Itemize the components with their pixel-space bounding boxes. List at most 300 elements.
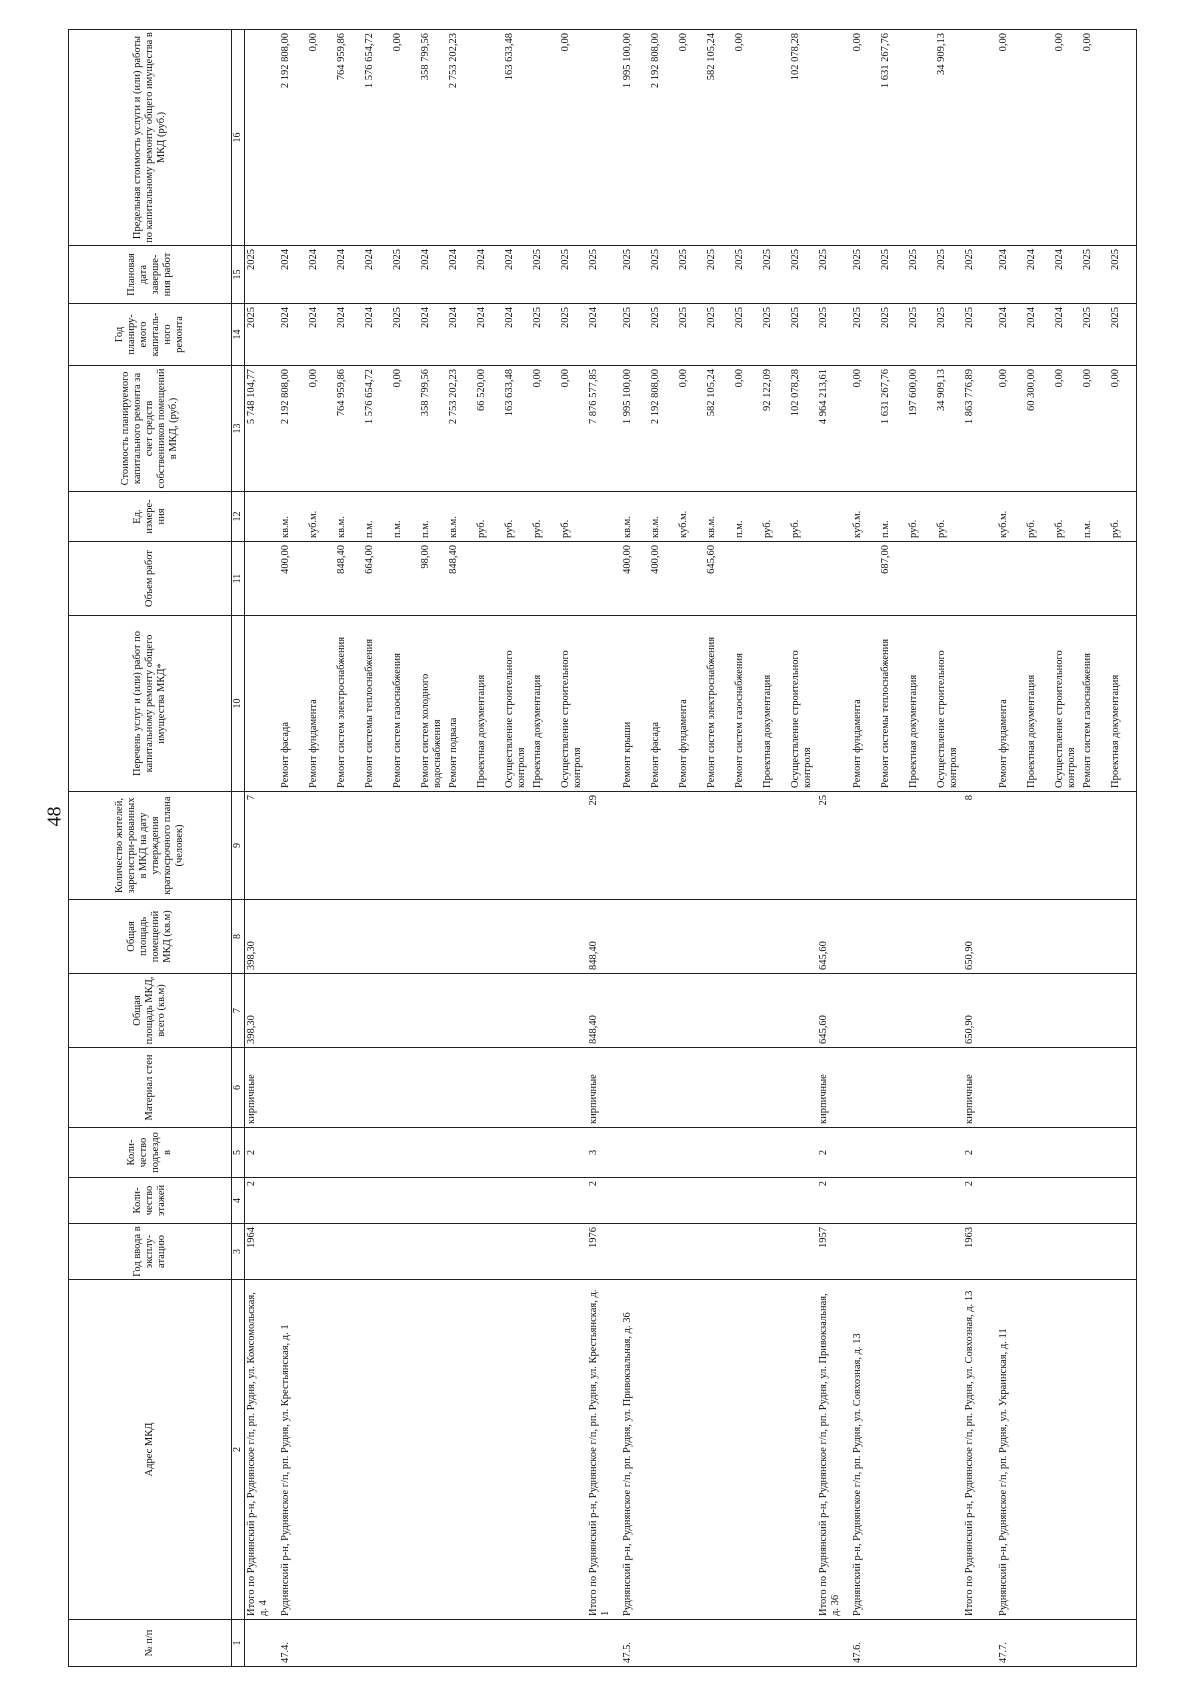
table-row [447, 30, 475, 1667]
cell-year [649, 1224, 677, 1280]
cell-year [503, 1224, 531, 1280]
cell-area-total [851, 974, 879, 1048]
cell-year: 1964 [245, 1224, 279, 1280]
cell-n [935, 1620, 963, 1667]
cell-year: 1957 [817, 1224, 851, 1280]
cell-area-total [761, 974, 789, 1048]
cell-residents [363, 792, 391, 900]
cell-area-total: 848,40 [587, 974, 621, 1048]
cell-limit: 358 799,56 [419, 30, 447, 246]
cell-work: Осуществление строительного контроля [559, 616, 587, 792]
cell-address [677, 1280, 705, 1620]
cell-area-total: 650,90 [963, 974, 997, 1048]
cell-address [531, 1280, 559, 1620]
cell-year [789, 1224, 817, 1280]
cell-n: 47.7. [997, 1620, 1025, 1667]
cell-limit: 0,00 [997, 30, 1025, 246]
cell-residents: 8 [963, 792, 997, 900]
cell-material [391, 1048, 419, 1128]
cell-plan-year: 2025 [851, 304, 879, 366]
cell-address: Руднянский р-н, Руднянское г/п, рп. Рудня, ул. Украинская, д. 11 [997, 1280, 1025, 1620]
cell-area-total [1025, 974, 1053, 1048]
cell-area-rooms [789, 900, 817, 974]
cell-area-total: 398,30 [245, 974, 279, 1048]
cell-area-rooms [621, 900, 649, 974]
cell-limit: 2 753 202,23 [447, 30, 475, 246]
cell-n [817, 1620, 851, 1667]
cell-area-rooms [879, 900, 907, 974]
cell-address [335, 1280, 363, 1620]
cell-address [761, 1280, 789, 1620]
cell-plan-year: 2025 [559, 304, 587, 366]
cell-year [851, 1224, 879, 1280]
cell-plan-year: 2025 [879, 304, 907, 366]
cell-entrances [531, 1128, 559, 1178]
cell-n [677, 1620, 705, 1667]
cell-work: Ремонт фундамента [677, 616, 705, 792]
column-number-row [232, 30, 245, 1667]
cell-n [649, 1620, 677, 1667]
cell-end-date: 2024 [1025, 246, 1053, 304]
cell-cost: 102 078,28 [789, 366, 817, 492]
cell-cost: 0,00 [1081, 366, 1109, 492]
cell-cost: 92 122,09 [761, 366, 789, 492]
cell-area-rooms [1109, 900, 1137, 974]
cell-address [475, 1280, 503, 1620]
cell-unit [587, 492, 621, 542]
cell-cost: 0,00 [559, 366, 587, 492]
table-row [879, 30, 907, 1667]
cell-area-total [649, 974, 677, 1048]
cell-area-total [907, 974, 935, 1048]
cell-area-total [1109, 974, 1137, 1048]
cell-n [419, 1620, 447, 1667]
cell-n [335, 1620, 363, 1667]
cell-limit [817, 30, 851, 246]
cell-end-date: 2024 [503, 246, 531, 304]
cell-plan-year: 2025 [1081, 304, 1109, 366]
table-row [335, 30, 363, 1667]
cell-floors [879, 1178, 907, 1224]
cell-unit: куб.м. [851, 492, 879, 542]
cell-area-rooms: 645,60 [817, 900, 851, 974]
cell-floors [419, 1178, 447, 1224]
cell-n [1081, 1620, 1109, 1667]
cell-entrances: 3 [587, 1128, 621, 1178]
cell-residents [851, 792, 879, 900]
cell-unit: руб. [531, 492, 559, 542]
cell-volume [789, 542, 817, 616]
cell-end-date: 2025 [733, 246, 761, 304]
cell-cost: 1 576 654,72 [363, 366, 391, 492]
cell-area-total [705, 974, 733, 1048]
cell-end-date: 2024 [997, 246, 1025, 304]
column-number: 3 [232, 1224, 245, 1280]
table-row [531, 30, 559, 1667]
cell-area-total [733, 974, 761, 1048]
cell-plan-year: 2024 [587, 304, 621, 366]
column-number: 6 [232, 1048, 245, 1128]
cell-work: Ремонт фундамента [307, 616, 335, 792]
cell-plan-year: 2025 [245, 304, 279, 366]
cell-year [677, 1224, 705, 1280]
cell-residents: 29 [587, 792, 621, 900]
cell-year [447, 1224, 475, 1280]
cell-n [761, 1620, 789, 1667]
cell-cost: 1 863 776,89 [963, 366, 997, 492]
cell-area-rooms [649, 900, 677, 974]
cell-n [789, 1620, 817, 1667]
cell-floors [1053, 1178, 1081, 1224]
cell-year [419, 1224, 447, 1280]
cell-entrances [733, 1128, 761, 1178]
cell-residents: 7 [245, 792, 279, 900]
rotated-page [68, 30, 1133, 1667]
cell-volume: 400,00 [621, 542, 649, 616]
cell-work: Ремонт системы теплоснабжения [363, 616, 391, 792]
cell-plan-year: 2025 [677, 304, 705, 366]
cell-area-total [559, 974, 587, 1048]
cell-limit: 102 078,28 [789, 30, 817, 246]
cell-plan-year: 2025 [733, 304, 761, 366]
cell-address: Руднянский р-н, Руднянское г/п, рп. Рудня, ул. Привокзальная, д. 36 [621, 1280, 649, 1620]
cell-residents [1053, 792, 1081, 900]
cell-cost: 2 753 202,23 [447, 366, 475, 492]
table-row [963, 30, 997, 1667]
cell-n [531, 1620, 559, 1667]
cell-plan-year: 2024 [447, 304, 475, 366]
cell-residents [677, 792, 705, 900]
cell-entrances [997, 1128, 1025, 1178]
column-header: Ед. измере-ния [69, 492, 232, 542]
cell-cost: 0,00 [677, 366, 705, 492]
cell-year [1053, 1224, 1081, 1280]
cell-limit [475, 30, 503, 246]
cell-limit: 0,00 [1081, 30, 1109, 246]
cell-entrances [391, 1128, 419, 1178]
cell-end-date: 2025 [531, 246, 559, 304]
cell-volume: 645,60 [705, 542, 733, 616]
cell-entrances [363, 1128, 391, 1178]
cell-work: Ремонт систем газоснабжения [733, 616, 761, 792]
column-number: 16 [232, 30, 245, 246]
cell-entrances [649, 1128, 677, 1178]
cell-end-date: 2025 [963, 246, 997, 304]
cell-work: Проектная документация [1025, 616, 1053, 792]
cell-volume [997, 542, 1025, 616]
cell-floors: 2 [963, 1178, 997, 1224]
table-row [363, 30, 391, 1667]
cell-end-date: 2025 [851, 246, 879, 304]
cell-unit: кв.м. [279, 492, 307, 542]
cell-entrances [335, 1128, 363, 1178]
cell-entrances: 2 [963, 1128, 997, 1178]
cell-floors [447, 1178, 475, 1224]
cell-material [997, 1048, 1025, 1128]
cell-volume [1025, 542, 1053, 616]
cell-work: Ремонт систем газоснабжения [391, 616, 419, 792]
cell-unit: руб. [907, 492, 935, 542]
cell-n [307, 1620, 335, 1667]
cell-area-rooms: 398,30 [245, 900, 279, 974]
cell-cost: 197 600,00 [907, 366, 935, 492]
cell-area-total [335, 974, 363, 1048]
cell-material [677, 1048, 705, 1128]
cell-volume [1053, 542, 1081, 616]
cell-year [879, 1224, 907, 1280]
cell-area-total [279, 974, 307, 1048]
cell-entrances [1053, 1128, 1081, 1178]
cell-n: 47.6. [851, 1620, 879, 1667]
cell-volume: 848,40 [335, 542, 363, 616]
cell-material [335, 1048, 363, 1128]
cell-area-total [677, 974, 705, 1048]
cell-unit [817, 492, 851, 542]
cell-cost: 0,00 [531, 366, 559, 492]
cell-entrances [621, 1128, 649, 1178]
cell-entrances [907, 1128, 935, 1178]
cell-work: Проектная документация [1109, 616, 1137, 792]
cell-floors: 2 [817, 1178, 851, 1224]
cell-unit: кв.м. [705, 492, 733, 542]
cell-residents [335, 792, 363, 900]
cell-address [307, 1280, 335, 1620]
cell-floors [531, 1178, 559, 1224]
cell-plan-year: 2024 [997, 304, 1025, 366]
cell-cost: 60 300,00 [1025, 366, 1053, 492]
cell-year [1081, 1224, 1109, 1280]
cell-unit: руб. [1109, 492, 1137, 542]
cell-cost: 2 192 808,00 [279, 366, 307, 492]
cell-limit: 0,00 [1053, 30, 1081, 246]
column-number: 2 [232, 1280, 245, 1620]
cell-plan-year: 2025 [789, 304, 817, 366]
cell-area-rooms [447, 900, 475, 974]
cell-residents [391, 792, 419, 900]
cell-material [1081, 1048, 1109, 1128]
column-header: Коли-чество этажей [69, 1178, 232, 1224]
table-row [677, 30, 705, 1667]
cell-floors [705, 1178, 733, 1224]
cell-address [733, 1280, 761, 1620]
cell-area-rooms [531, 900, 559, 974]
cell-n: 47.5. [621, 1620, 649, 1667]
table-row [649, 30, 677, 1667]
cell-unit: руб. [1025, 492, 1053, 542]
cell-plan-year: 2025 [761, 304, 789, 366]
repair-plan-table [68, 29, 1137, 1667]
cell-limit: 34 909,13 [935, 30, 963, 246]
table-row [733, 30, 761, 1667]
cell-unit: руб. [503, 492, 531, 542]
cell-entrances [935, 1128, 963, 1178]
cell-unit: руб. [935, 492, 963, 542]
cell-area-rooms [1053, 900, 1081, 974]
cell-address [1081, 1280, 1109, 1620]
cell-floors [503, 1178, 531, 1224]
table-row [245, 30, 279, 1667]
table-row [559, 30, 587, 1667]
cell-floors [851, 1178, 879, 1224]
cell-entrances [705, 1128, 733, 1178]
cell-area-total [363, 974, 391, 1048]
cell-cost: 4 964 213,61 [817, 366, 851, 492]
cell-residents [907, 792, 935, 900]
cell-unit: кв.м. [649, 492, 677, 542]
cell-area-rooms [391, 900, 419, 974]
cell-material [935, 1048, 963, 1128]
cell-limit [587, 30, 621, 246]
column-header: № п/п [69, 1620, 232, 1667]
cell-plan-year: 2024 [503, 304, 531, 366]
column-header: Количество жителей, зарегистри-рованных в МКД на дату утверждения краткосрочного плана (человек) [69, 792, 232, 900]
cell-unit [245, 492, 279, 542]
cell-area-rooms: 650,90 [963, 900, 997, 974]
cell-cost: 764 959,86 [335, 366, 363, 492]
table-row [503, 30, 531, 1667]
cell-work: Ремонт системы теплоснабжения [879, 616, 907, 792]
cell-area-rooms [733, 900, 761, 974]
column-number: 4 [232, 1178, 245, 1224]
cell-year [705, 1224, 733, 1280]
cell-n [559, 1620, 587, 1667]
cell-material [363, 1048, 391, 1128]
cell-n [963, 1620, 997, 1667]
cell-plan-year: 2025 [391, 304, 419, 366]
cell-material [761, 1048, 789, 1128]
cell-end-date: 2024 [1053, 246, 1081, 304]
cell-entrances [1081, 1128, 1109, 1178]
cell-material [733, 1048, 761, 1128]
column-header: Коли-чество подъездо в [69, 1128, 232, 1178]
cell-work [817, 616, 851, 792]
cell-cost: 0,00 [997, 366, 1025, 492]
cell-plan-year: 2025 [935, 304, 963, 366]
cell-floors [475, 1178, 503, 1224]
cell-residents [1025, 792, 1053, 900]
column-number: 10 [232, 616, 245, 792]
cell-address [879, 1280, 907, 1620]
cell-work: Ремонт фасада [279, 616, 307, 792]
cell-n [503, 1620, 531, 1667]
cell-area-total [621, 974, 649, 1048]
cell-area-rooms [475, 900, 503, 974]
cell-plan-year: 2024 [475, 304, 503, 366]
cell-limit: 0,00 [851, 30, 879, 246]
cell-limit: 0,00 [391, 30, 419, 246]
cell-end-date: 2025 [935, 246, 963, 304]
cell-cost: 358 799,56 [419, 366, 447, 492]
cell-material [851, 1048, 879, 1128]
cell-cost: 163 633,48 [503, 366, 531, 492]
cell-area-rooms [1081, 900, 1109, 974]
cell-cost: 5 748 104,77 [245, 366, 279, 492]
cell-material [531, 1048, 559, 1128]
cell-residents [531, 792, 559, 900]
cell-volume: 687,00 [879, 542, 907, 616]
cell-n [879, 1620, 907, 1667]
cell-area-total [419, 974, 447, 1048]
cell-n [363, 1620, 391, 1667]
cell-volume [677, 542, 705, 616]
cell-unit [963, 492, 997, 542]
cell-n [1109, 1620, 1137, 1667]
cell-n [475, 1620, 503, 1667]
cell-cost: 582 105,24 [705, 366, 733, 492]
cell-area-rooms [363, 900, 391, 974]
cell-volume [963, 542, 997, 616]
cell-address [503, 1280, 531, 1620]
cell-floors [1081, 1178, 1109, 1224]
cell-unit: п.м. [419, 492, 447, 542]
cell-residents [559, 792, 587, 900]
cell-floors [1109, 1178, 1137, 1224]
cell-year [335, 1224, 363, 1280]
cell-address [447, 1280, 475, 1620]
table-row [851, 30, 879, 1667]
cell-work: Ремонт фасада [649, 616, 677, 792]
cell-floors [997, 1178, 1025, 1224]
cell-entrances [559, 1128, 587, 1178]
cell-year [997, 1224, 1025, 1280]
cell-entrances [1109, 1128, 1137, 1178]
cell-volume [733, 542, 761, 616]
cell-area-rooms [997, 900, 1025, 974]
cell-volume: 98,00 [419, 542, 447, 616]
cell-entrances [879, 1128, 907, 1178]
cell-end-date: 2025 [559, 246, 587, 304]
cell-cost: 1 631 267,76 [879, 366, 907, 492]
cell-volume [587, 542, 621, 616]
cell-year [1025, 1224, 1053, 1280]
cell-entrances [419, 1128, 447, 1178]
cell-volume [475, 542, 503, 616]
cell-plan-year: 2024 [307, 304, 335, 366]
column-number: 9 [232, 792, 245, 900]
cell-work [963, 616, 997, 792]
cell-plan-year: 2024 [363, 304, 391, 366]
cell-end-date: 2025 [677, 246, 705, 304]
cell-unit: п.м. [363, 492, 391, 542]
column-number: 5 [232, 1128, 245, 1178]
cell-end-date: 2025 [879, 246, 907, 304]
cell-residents [733, 792, 761, 900]
cell-material: кирпичные [817, 1048, 851, 1128]
cell-area-rooms [559, 900, 587, 974]
table-row [1081, 30, 1109, 1667]
cell-material [907, 1048, 935, 1128]
column-header: Год планиру-емого капиталь-ного ремонта [69, 304, 232, 366]
cell-cost: 0,00 [307, 366, 335, 492]
cell-limit: 0,00 [677, 30, 705, 246]
cell-plan-year: 2024 [1025, 304, 1053, 366]
cell-address [705, 1280, 733, 1620]
cell-address [935, 1280, 963, 1620]
cell-work: Ремонт систем газоснабжения [1081, 616, 1109, 792]
table-row [475, 30, 503, 1667]
cell-material [649, 1048, 677, 1128]
cell-area-total [879, 974, 907, 1048]
cell-area-rooms [279, 900, 307, 974]
cell-area-total [447, 974, 475, 1048]
cell-entrances [447, 1128, 475, 1178]
cell-material [307, 1048, 335, 1128]
cell-plan-year: 2024 [279, 304, 307, 366]
cell-limit [1025, 30, 1053, 246]
cell-end-date: 2025 [907, 246, 935, 304]
cell-unit: п.м. [391, 492, 419, 542]
cell-year [761, 1224, 789, 1280]
